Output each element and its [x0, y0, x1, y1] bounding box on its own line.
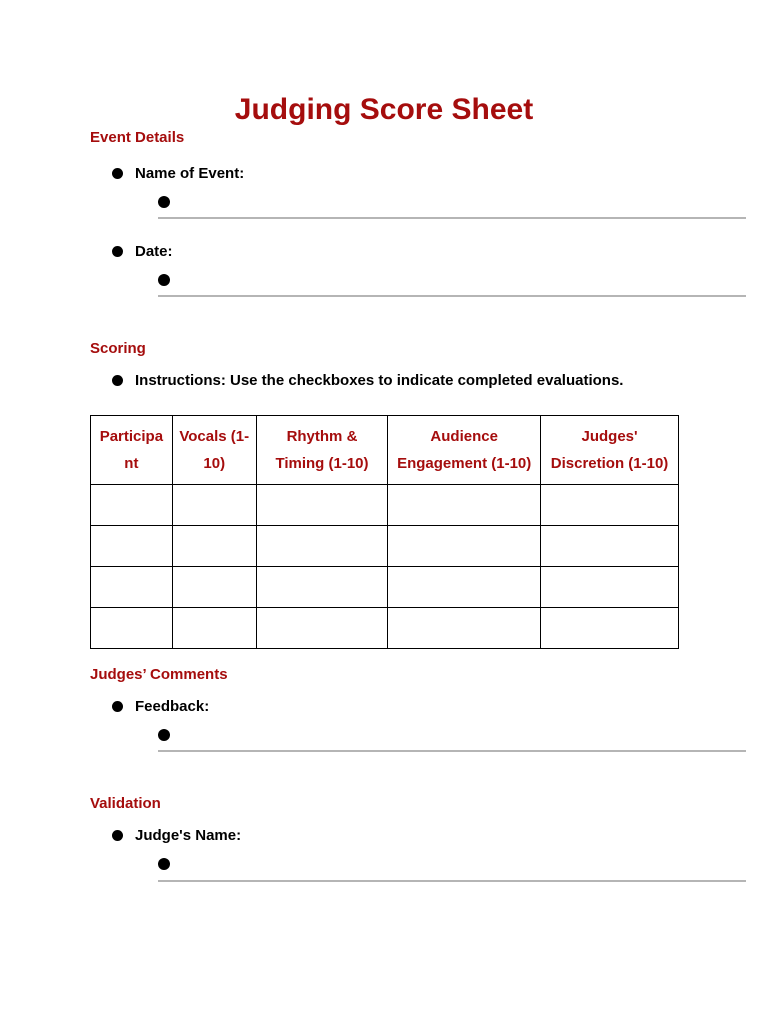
scoring-heading: Scoring	[90, 340, 146, 357]
table-row	[91, 567, 679, 608]
table-cell[interactable]	[172, 485, 256, 526]
event-name-label: Name of Event:	[135, 165, 245, 182]
table-cell[interactable]	[388, 567, 541, 608]
bullet-icon	[158, 196, 170, 208]
instructions-text: Instructions: Use the checkboxes to indicate completed evaluations.	[135, 372, 624, 389]
table-cell[interactable]	[91, 485, 173, 526]
date-field[interactable]	[158, 295, 746, 297]
table-cell[interactable]	[541, 608, 679, 649]
table-cell[interactable]	[91, 567, 173, 608]
column-header-audience-engagement: Audience Engagement (1-10)	[388, 416, 541, 485]
table-cell[interactable]	[172, 608, 256, 649]
table-cell[interactable]	[91, 608, 173, 649]
date-label: Date:	[135, 243, 173, 260]
feedback-field[interactable]	[158, 750, 746, 752]
bullet-icon	[112, 246, 123, 257]
event-name-item	[112, 165, 244, 182]
column-header-vocals: Vocals (1-10)	[172, 416, 256, 485]
bullet-icon	[112, 830, 123, 841]
table-cell[interactable]	[256, 567, 388, 608]
table-cell[interactable]	[541, 567, 679, 608]
column-header-rhythm-timing: Rhythm & Timing (1-10)	[256, 416, 388, 485]
table-cell[interactable]	[256, 485, 388, 526]
judge-name-label: Judge's Name:	[135, 827, 242, 844]
table-row	[91, 526, 679, 567]
feedback-label: Feedback:	[135, 698, 210, 715]
table-cell[interactable]	[388, 485, 541, 526]
event-details-heading: Event Details	[90, 129, 185, 146]
bullet-icon	[112, 701, 123, 712]
table-cell[interactable]	[91, 526, 173, 567]
table-row	[91, 485, 679, 526]
table-cell[interactable]	[388, 526, 541, 567]
page-title: Judging Score Sheet	[234, 93, 534, 126]
table-cell[interactable]	[256, 526, 388, 567]
event-name-field[interactable]	[158, 217, 746, 219]
table-header-row	[91, 416, 679, 485]
table-row	[91, 608, 679, 649]
bullet-icon	[158, 729, 170, 741]
comments-heading: Judges’ Comments	[90, 666, 228, 683]
bullet-icon	[112, 168, 123, 179]
feedback-item	[112, 698, 209, 715]
judge-name-item	[112, 827, 241, 844]
bullet-icon	[158, 274, 170, 286]
judge-name-field[interactable]	[158, 880, 746, 882]
table-cell[interactable]	[541, 526, 679, 567]
bullet-icon	[158, 858, 170, 870]
table-cell[interactable]	[172, 567, 256, 608]
date-item	[112, 243, 173, 260]
validation-heading: Validation	[90, 795, 161, 812]
table-cell[interactable]	[172, 526, 256, 567]
score-table	[90, 415, 679, 649]
column-header-participant: Participa nt	[91, 416, 173, 485]
table-cell[interactable]	[541, 485, 679, 526]
table-cell[interactable]	[256, 608, 388, 649]
instructions-item	[112, 372, 623, 389]
table-cell[interactable]	[388, 608, 541, 649]
column-header-judges-discretion: Judges' Discretion (1-10)	[541, 416, 679, 485]
bullet-icon	[112, 375, 123, 386]
